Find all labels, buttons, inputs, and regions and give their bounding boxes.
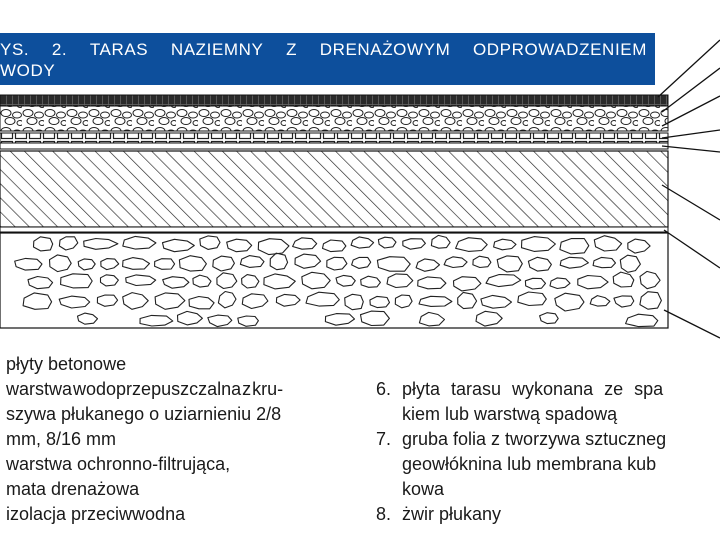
legend-number-8: 8. [376, 504, 392, 524]
figure-title-line2: WODY [0, 61, 56, 80]
layer-waterproofing [0, 143, 668, 149]
legend-item-7-line1: gruba folia z tworzywa sztuczneg [402, 429, 667, 449]
figure-title-word: DRENAŻOWYM [319, 40, 451, 59]
legend-item-2-line1: warstwa wodoprzepuszczalna z kru- [6, 379, 284, 399]
legend-item-1: płyty betonowe [6, 354, 127, 374]
layer-terrace-slab [0, 151, 668, 227]
legend-item-2-line2: szywa płukanego o uziarnieniu 2/8 [6, 404, 282, 424]
figure-title-word: NAZIEMNY [170, 40, 264, 59]
legend-number-7: 7. [376, 429, 392, 449]
legend-item-2-line3: mm, 8/16 mm [6, 429, 117, 449]
figure-title-word: YS. [0, 40, 30, 59]
legend-item-7-line3: kowa [402, 479, 445, 499]
legend-number-6: 6. [376, 379, 392, 399]
figure-title-word: ODPROWADZENIEM [472, 40, 647, 59]
figure-title-word: TARAS [89, 40, 149, 59]
legend-item-7-line2: geowłóknina lub membrana kub [402, 454, 657, 474]
figure-title [0, 33, 655, 85]
legend-item-3-line1: warstwa ochronno-filtrująca, [6, 454, 231, 474]
layer-permeable-aggregate [0, 106, 668, 131]
figure-title-line1 [0, 39, 647, 60]
legend-item-6-line1: płyta tarasu wykonana ze spa [402, 379, 664, 399]
figure-title-word: Z [286, 40, 298, 59]
legend-item-6-line2: kiem lub warstwą spadową [402, 404, 618, 424]
legend-item-8: żwir płukany [402, 504, 502, 524]
layer-drainage-mat [0, 133, 668, 143]
legend-item-3-line2: mata drenażowa [6, 479, 140, 499]
layer-concrete-slabs [0, 95, 668, 106]
layer-foil-geotextile [0, 227, 668, 232]
figure-title-word: 2. [51, 40, 68, 59]
legend-item-4: izolacja przeciwwodna [6, 504, 186, 524]
